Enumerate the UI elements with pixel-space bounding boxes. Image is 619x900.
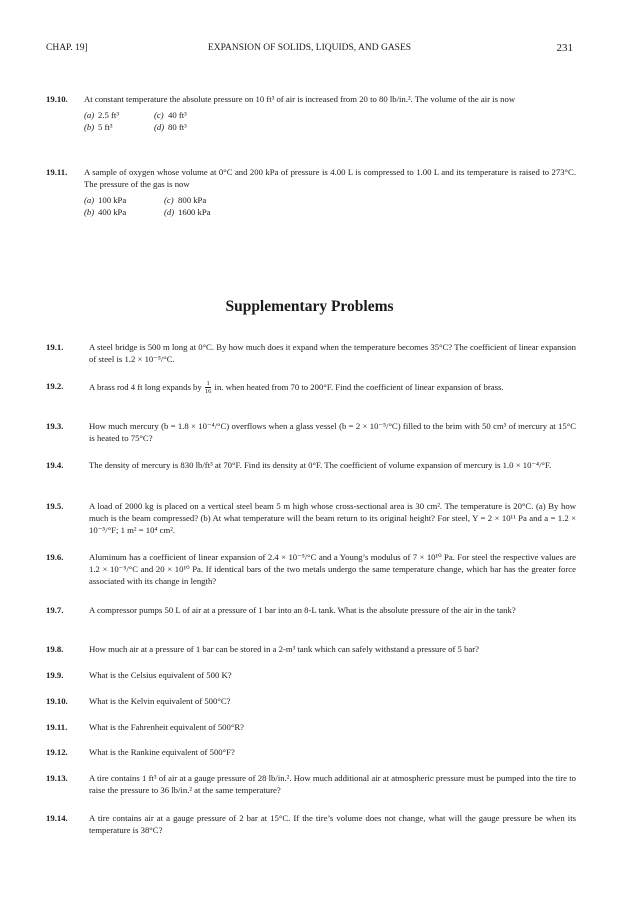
- page-number: 231: [556, 42, 573, 54]
- running-title: EXPANSION OF SOLIDS, LIQUIDS, AND GASES: [207, 43, 412, 53]
- problem-text: What is the Fahrenheit equivalent of 500°R?: [89, 722, 244, 732]
- problem-number: 19.6.: [46, 552, 64, 562]
- problem-number: 19.9.: [46, 670, 64, 680]
- supp-problem: [46, 643, 576, 655]
- problem-text: A sample of oxygen whose volume at 0°C and 200 kPa of pressure is 4.00 L is compressed to 1.00 L and its temperature is raised to 273°C. The pressure of the gas is now: [84, 167, 576, 189]
- problem-number: 19.7.: [46, 605, 64, 615]
- problem-number: 19.13.: [46, 773, 68, 783]
- mc-problem: [46, 93, 576, 132]
- supp-problem: [46, 721, 576, 733]
- problem-number: 19.10.: [46, 696, 68, 706]
- problem-text: What is the Rankine equivalent of 500°F?: [89, 747, 235, 757]
- problem-number: 19.1.: [46, 342, 64, 352]
- problem-text: Aluminum has a coefficient of linear expansion of 2.4 × 10⁻⁵/°C and a Young’s modulus of 7 × 10¹⁰ Pa. For steel the respective values are 1.2 × 10⁻⁵/°C and 20 × 10¹⁰ Pa. If identical bars of the two metals undergo the same temperature change, which bar has the greater force associated with its change in length?: [89, 552, 576, 586]
- supp-problem: [46, 500, 576, 536]
- problem-text: The density of mercury is 830 lb/ft³ at 70°F. Find its density at 0°F. The coefficient of volume expansion of mercury is 1.0 × 10⁻⁴/°F.: [89, 460, 552, 470]
- choice-c: (c) 40 ft³: [154, 110, 187, 120]
- supp-problem: [46, 604, 576, 616]
- choice-c: (c) 800 kPa: [164, 195, 207, 205]
- problem-text: What is the Kelvin equivalent of 500°C?: [89, 696, 231, 706]
- problem-text: What is the Celsius equivalent of 500 K?: [89, 670, 232, 680]
- problem-number: 19.12.: [46, 747, 68, 757]
- problem-text: How much mercury (b = 1.8 × 10⁻⁴/°C) overflows when a glass vessel (b = 2 × 10⁻⁵/°C) filled to the brim with 50 cm³ of mercury at 15°C is heated to 75°C?: [89, 421, 576, 443]
- problem-number: 19.4.: [46, 460, 64, 470]
- mc-problem: [46, 166, 576, 217]
- choice-d: (d) 1600 kPa: [164, 206, 211, 217]
- choice-d: (d) 80 ft³: [154, 121, 187, 132]
- choice-a: (a) 100 kPa: [84, 195, 127, 205]
- problem-text: A tire contains 1 ft³ of air at a gauge pressure of 28 lb/in.². How much additional air at atmospheric pressure must be pumped into the tire to raise the pressure to 36 lb/in.² at the same temperature?: [89, 773, 576, 795]
- supp-problem: [46, 746, 576, 758]
- problem-text: A brass rod 4 ft long expands by $\frac{1}{16}$ in. when heated from 70 to 200°F. Find the coefficient of linear expansion of brass.: [89, 380, 504, 395]
- problem-text: A tire contains air at a gauge pressure of 2 bar at 15°C. If the tire’s volume does not change, what will the gauge pressure be when its temperature is 38°C?: [89, 813, 576, 835]
- supp-problem: [46, 695, 576, 707]
- problem-text: A steel bridge is 500 m long at 0°C. By how much does it expand when the temperature becomes 35°C? The coefficient of linear expansion of steel is 1.2 × 10⁻⁵/°C.: [89, 342, 576, 364]
- problem-text: At constant temperature the absolute pressure on 10 ft³ of air is increased from 20 to 80 lb/in.². The volume of the air is now: [84, 94, 516, 104]
- choice-b: (b) 5 ft³: [84, 121, 113, 132]
- supp-problem: [46, 551, 576, 587]
- fraction: $\frac{1}{16}$: [204, 380, 212, 395]
- supp-problem: [46, 341, 576, 365]
- answer-choices: [84, 194, 576, 217]
- problem-text: A compressor pumps 50 L of air at a pressure of 1 bar into an 8-L tank. What is the absolute pressure of the air in the tank?: [89, 605, 516, 615]
- supp-problem: [46, 459, 576, 471]
- choice-b: (b) 400 kPa: [84, 206, 127, 217]
- problem-number: 19.14.: [46, 813, 68, 823]
- section-title: Supplementary Problems: [225, 298, 394, 315]
- answer-choices: [84, 109, 576, 132]
- supp-problem: [46, 812, 576, 836]
- supp-problem: [46, 669, 576, 681]
- supp-problem: [46, 420, 576, 444]
- problem-text: A load of 2000 kg is placed on a vertical steel beam 5 m high whose cross-sectional area is 30 cm². The temperature is 20°C. (a) By how much is the beam compressed? (b) At what temperature will the beam return to its original height? For steel, Y = 2 × 10¹¹ Pa and a = 1.2 × 10⁻⁵/°F; 1 m² = 10⁴ cm².: [89, 501, 576, 535]
- supp-problem: [46, 380, 576, 395]
- problem-number: 19.2.: [46, 381, 64, 391]
- choice-a: (a) 2.5 ft³: [84, 110, 119, 120]
- problem-number: 19.11.: [46, 167, 68, 177]
- problem-text: How much air at a pressure of 1 bar can be stored in a 2-m³ tank which can safely withstand a pressure of 5 bar?: [89, 644, 480, 654]
- supp-problem: [46, 772, 576, 796]
- page-header: [46, 43, 573, 57]
- problem-number: 19.5.: [46, 501, 64, 511]
- chapter-label: CHAP. 19]: [46, 43, 88, 53]
- problem-number: 19.3.: [46, 421, 64, 431]
- problem-number: 19.8.: [46, 644, 64, 654]
- problem-number: 19.10.: [46, 94, 68, 104]
- problem-number: 19.11.: [46, 722, 68, 732]
